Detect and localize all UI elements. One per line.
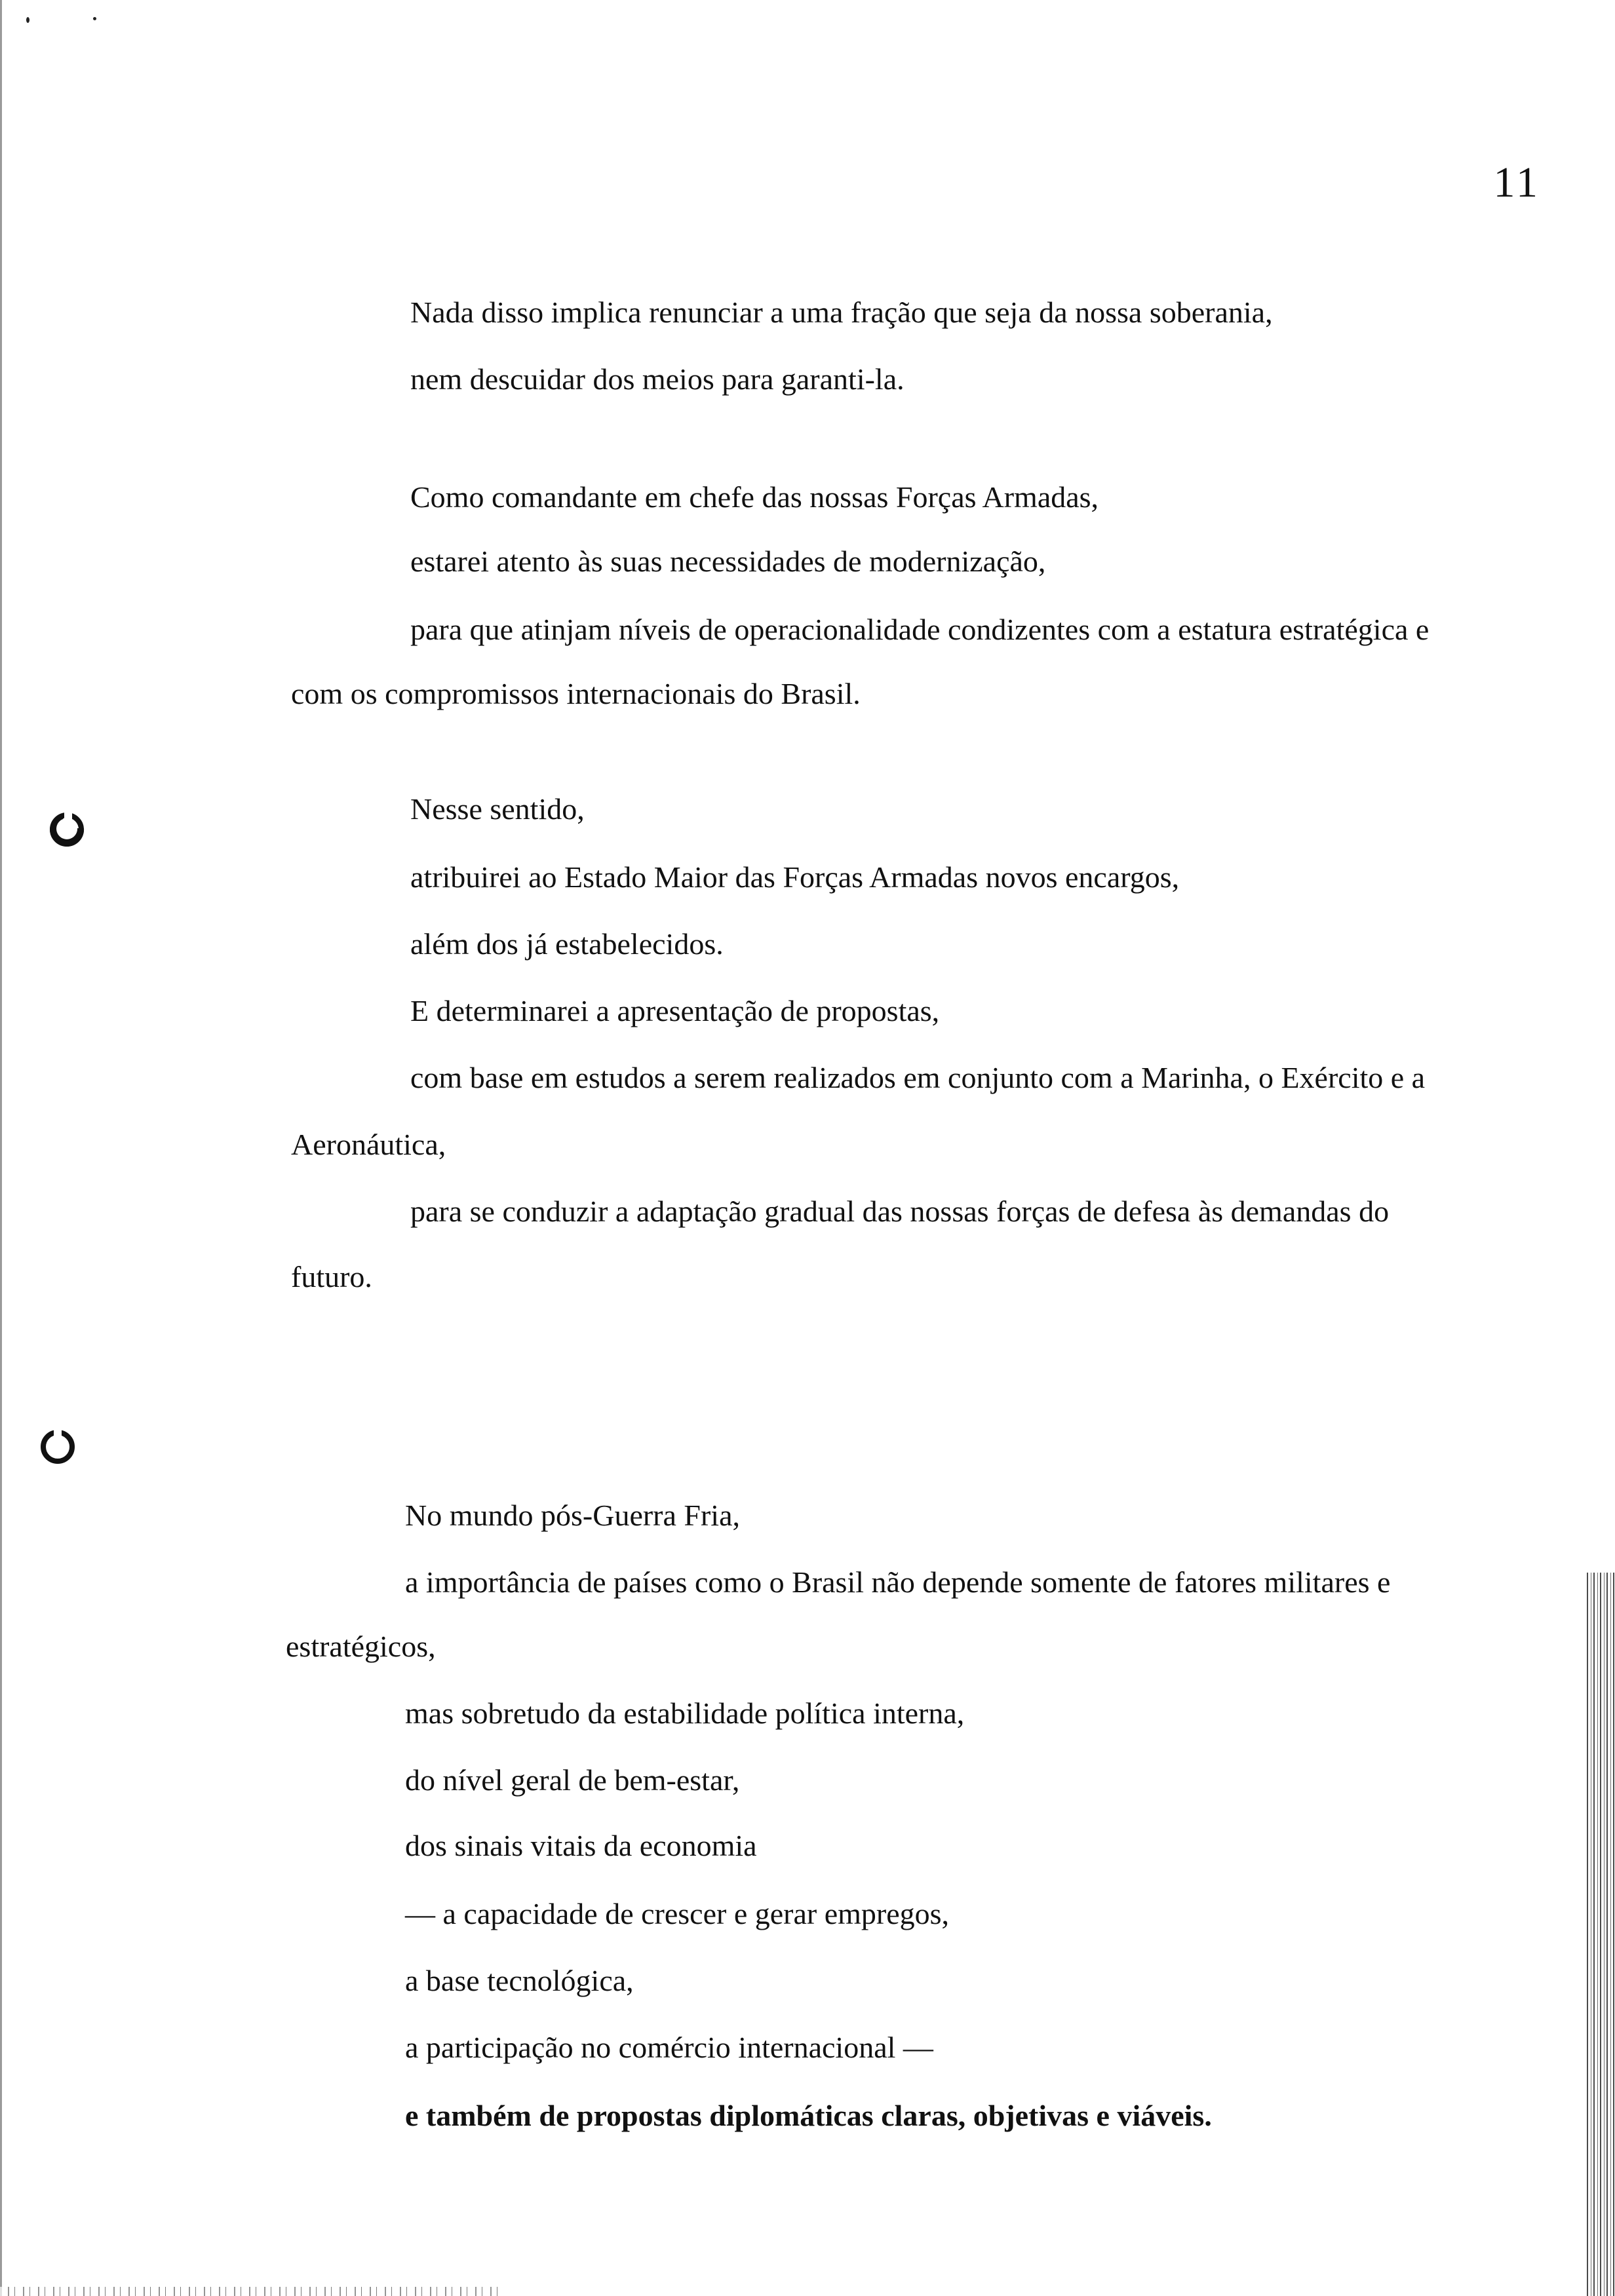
scan-speck (26, 17, 29, 23)
text-line: Como comandante em chefe das nossas Forças Armadas, (410, 480, 1099, 514)
text-line: atribuirei ao Estado Maior das Forças Armadas novos encargos, (410, 860, 1180, 894)
text-line: e também de propostas diplomáticas claras, objetivas e viáveis. (405, 2099, 1212, 2132)
text-line: estarei atento às suas necessidades de modernização, (410, 545, 1046, 578)
text-line: Nesse sentido, (410, 792, 585, 826)
text-line: — a capacidade de crescer e gerar empregos, (405, 1897, 950, 1930)
text-line: além dos já estabelecidos. (410, 927, 724, 961)
page-number: 11 (1493, 159, 1540, 206)
text-line: a participação no comércio internacional — (405, 2031, 933, 2064)
text-line: para que atinjam níveis de operacionalidade condizentes com a estatura estratégica e (410, 613, 1430, 646)
bottom-scan-artifact (0, 2287, 498, 2296)
text-line: futuro. (291, 1260, 372, 1293)
text-line: E determinarei a apresentação de propostas, (410, 994, 940, 1027)
text-line: mas sobretudo da estabilidade política interna, (405, 1696, 965, 1730)
text-line: com os compromissos internacionais do Brasil. (291, 677, 861, 710)
punch-hole-icon (47, 811, 87, 847)
text-line: dos sinais vitais da economia (405, 1829, 757, 1862)
page-left-edge (0, 0, 2, 2296)
text-line: Nada disso implica renunciar a uma fração que seja da nossa soberania, (410, 296, 1273, 329)
text-line: para se conduzir a adaptação gradual das nossas forças de defesa às demandas do (410, 1195, 1390, 1228)
text-line: No mundo pós-Guerra Fria, (405, 1499, 741, 1532)
text-line: Aeronáutica, (291, 1128, 446, 1161)
punch-hole-icon (38, 1428, 77, 1464)
text-line: do nível geral de bem-estar, (405, 1763, 740, 1797)
text-line: a importância de países como o Brasil não depende somente de fatores militares e (405, 1565, 1391, 1599)
text-line: nem descuidar dos meios para garanti-la. (410, 362, 905, 396)
text-line: com base em estudos a serem realizados em conjunto com a Marinha, o Exército e a (410, 1061, 1426, 1094)
text-line: estratégicos, (286, 1630, 436, 1663)
text-line: a base tecnológica, (405, 1964, 634, 1997)
page-right-edge-scan-artifact (1585, 1573, 1615, 2296)
scan-speck (93, 17, 96, 20)
